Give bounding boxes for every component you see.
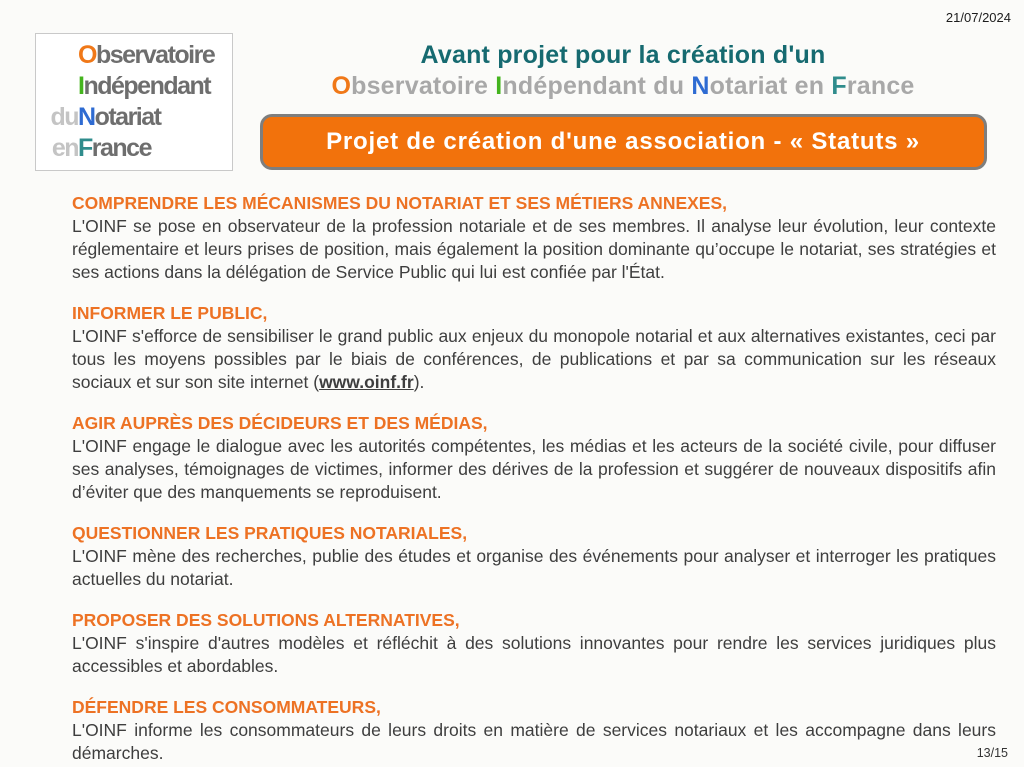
subtitle-word: Observatoire: [331, 72, 489, 100]
subtitle-word: du: [653, 72, 685, 100]
logo-prefix: en: [51, 134, 78, 162]
content: [72, 192, 996, 765]
logo-prefix: du: [50, 103, 78, 131]
subtitle-word: Indépendant: [495, 72, 647, 100]
section-title: COMPRENDRE LES MÉCANISMES DU NOTARIAT ET SES MÉTIERS ANNEXES,: [72, 193, 728, 213]
section-proposer: [72, 609, 996, 678]
section-informer: [72, 302, 996, 394]
logo-prefix: [42, 71, 78, 102]
page-number: 13/15: [976, 746, 1008, 760]
section-title: INFORMER LE PUBLIC,: [72, 303, 268, 323]
statuts-banner: [260, 114, 987, 170]
section-defendre: [72, 696, 996, 765]
logo-initial: I: [78, 72, 84, 100]
logo-word: bservatoire: [95, 41, 215, 69]
section-body: L'OINF mène des recherches, publie des études et organise des événements pour analyser et interroger les pratiques actuelles du notariat.: [72, 546, 996, 589]
logo-line: [42, 102, 232, 133]
section-title: DÉFENDRE LES CONSOMMATEURS,: [72, 697, 381, 717]
section-title: PROPOSER DES SOLUTIONS ALTERNATIVES,: [72, 610, 460, 630]
subtitle-word: Notariat: [691, 72, 788, 100]
logo-prefix: [42, 40, 78, 71]
section-body: L'OINF s'inspire d'autres modèles et réfléchit à des solutions innovantes pour rendre les services juridiques plus accessibles et abordables.: [72, 633, 996, 676]
section-questionner: [72, 522, 996, 591]
logo-initial: N: [78, 103, 95, 131]
section-body: L'OINF s'efforce de sensibiliser le grand public aux enjeux du monopole notarial et aux alternatives existantes, ceci par tous les moyens possibles par le biais de conférences, de publications et par sa communication sur les réseaux sociaux et sur son site internet (www.oinf.fr).: [72, 326, 996, 392]
page-title: Avant projet pour la création d'un: [420, 41, 826, 69]
header: [240, 40, 1006, 170]
logo-word: otariat: [94, 103, 161, 131]
section-body: L'OINF engage le dialogue avec les autorités compétentes, les médias et les acteurs de la société civile, pour diffuser ses analyses, témoignages de victimes, informer des dérives de la profession et suggérer de nouveaux dispositifs afin d’éviter que des manquements se reproduisent.: [72, 436, 996, 502]
logo-line: [42, 71, 232, 102]
section-agir: [72, 412, 996, 504]
logo-initial: F: [78, 134, 92, 162]
date-label: 21/07/2024: [945, 10, 1011, 25]
section-title: QUESTIONNER LES PRATIQUES NOTARIALES,: [72, 523, 468, 543]
oinf-website-link[interactable]: www.oinf.fr: [319, 372, 414, 392]
page-subtitle: [240, 71, 1006, 101]
section-title: AGIR AUPRÈS DES DÉCIDEURS ET DES MÉDIAS,: [72, 413, 488, 433]
subtitle-word: en: [794, 72, 825, 100]
logo-line: [42, 133, 232, 164]
logo-word: ndépendant: [83, 72, 211, 100]
subtitle-word: France: [831, 72, 915, 100]
section-body: L'OINF informe les consommateurs de leurs droits en matière de services notariaux et les accompagne dans leurs démarches.: [72, 720, 996, 763]
logo-initial: O: [78, 41, 96, 69]
logo-line: [42, 40, 232, 71]
banner-label: Projet de création d'une association - « Statuts »: [326, 128, 920, 155]
section-comprendre: [72, 192, 996, 284]
section-body: L'OINF se pose en observateur de la profession notariale et de ses membres. Il analyse leur évolution, leur contexte réglementaire et leurs prises de position, mais également la position dominante qu’occupe le notariat, ses stratégies et ses actions dans la délégation de Service Public qui lui est confiée par l'État.: [72, 216, 996, 282]
oinf-logo: [35, 33, 233, 171]
logo-word: rance: [91, 134, 151, 162]
